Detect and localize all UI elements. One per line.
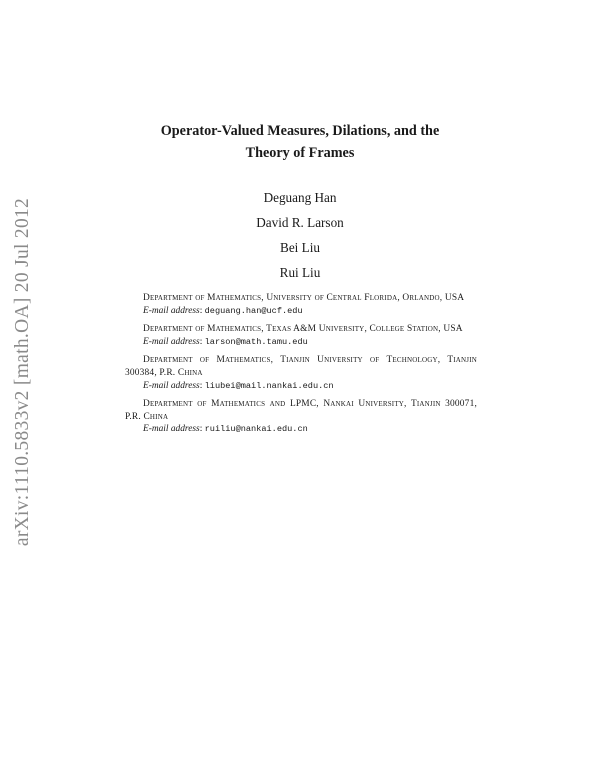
affiliation-department: Department of Mathematics, University of Central Florida, Orlando, USA [143, 293, 465, 303]
arxiv-identifier-text: arXiv:1110.5833v2 [math.OA] 20 Jul 2012 [12, 197, 33, 547]
affiliation-email-line: E-mail address: larson@math.tamu.edu [143, 336, 308, 347]
affiliation-department: Department of Mathematics and LPMC, Nankai University, Tianjin 300071, P.R. China [125, 399, 477, 422]
email-address: liubei@mail.nankai.edu.cn [204, 380, 334, 391]
affiliation-department: Department of Mathematics, Texas A&M University, College Station, USA [143, 324, 463, 335]
paper-title-line-2: Theory of Frames [245, 145, 355, 161]
affiliation-email-line: E-mail address: ruiliu@nankai.edu.cn [143, 424, 308, 435]
affiliation-department: Department of Mathematics, Tianjin University of Technology, Tianjin 300384, P.R. China [125, 355, 477, 378]
arxiv-identifier [8, 184, 38, 560]
email-label: E-mail address [143, 424, 200, 435]
affiliation-block [125, 398, 477, 436]
affiliation-block [125, 323, 477, 348]
affiliation-block [125, 292, 477, 317]
paper-title [100, 120, 500, 164]
email-label: E-mail address [143, 336, 200, 347]
email-address: deguang.han@ucf.edu [204, 305, 303, 316]
affiliation-list [125, 292, 477, 442]
email-label: E-mail address [143, 305, 200, 316]
email-address: larson@math.tamu.edu [204, 336, 308, 347]
author-name: Deguang Han [263, 190, 337, 205]
affiliation-email-line: E-mail address: deguang.han@ucf.edu [143, 305, 303, 316]
author-name: Bei Liu [280, 240, 320, 255]
affiliation-block [125, 354, 477, 392]
paper-title-line-1: Operator-Valued Measures, Dilations, and the [160, 123, 440, 139]
email-address: ruiliu@nankai.edu.cn [204, 424, 308, 435]
author-name: David R. Larson [256, 215, 344, 230]
email-label: E-mail address [143, 380, 200, 391]
author-list [100, 185, 500, 285]
author-name: Rui Liu [279, 265, 321, 280]
affiliation-email-line: E-mail address: liubei@mail.nankai.edu.cn [143, 380, 334, 391]
